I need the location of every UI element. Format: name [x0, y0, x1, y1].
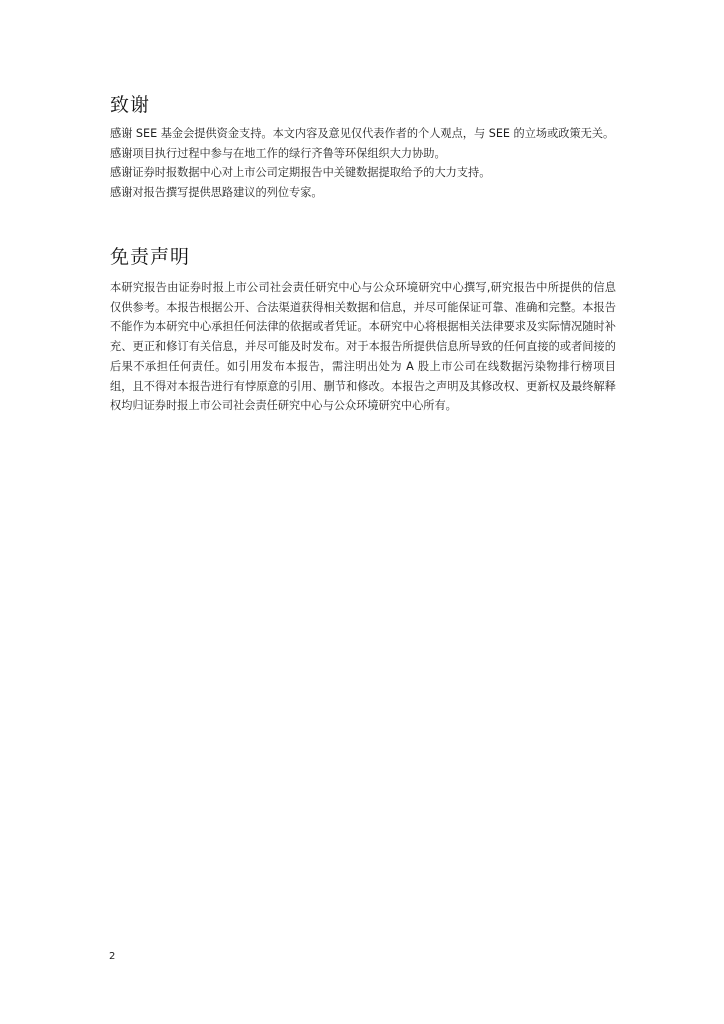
disclaimer-heading: 免责声明: [110, 246, 191, 268]
disclaimer-body: 本研究报告由证券时报上市公司社会责任研究中心与公众环境研究中心撰写,研究报告中所提供的信息仅供参考。本报告根据公开、合法渠道获得相关数据和信息，并尽可能保证可靠、准确和完整。本报告不能作为本研究中心承担任何法律的依据或者凭证。本研究中心将根据相关法律要求及实际情况随时补充、更正和修订有关信息，并尽可能及时发布。对于本报告所提供信息所导致的任何直接的或者间接的后果不承担任何责任。如引用发布本报告，需注明出处为 A 股上市公司在线数据污染物排行榜项目组，且不得对本报告进行有悖原意的引用、删节和修改。本报告之声明及其修改权、更新权及最终解释权均归证券时报上市公司社会责任研究中心与公众环境研究中心所有。: [110, 281, 616, 413]
page-number: 2: [109, 951, 116, 962]
acknowledgement-heading: 致谢: [110, 94, 151, 116]
disclaimer-section: [110, 244, 616, 416]
acknowledgement-line: 感谢证券时报数据中心对上市公司定期报告中关键数据提取给予的大力支持。: [110, 166, 491, 180]
acknowledgement-line: 感谢 SEE 基金会提供资金支持。本文内容及意见仅代表作者的个人观点，与 SEE 的立场或政策无关。: [110, 127, 615, 140]
acknowledgement-line: 感谢对报告撰写提供思路建议的列位专家。: [110, 185, 323, 199]
acknowledgement-section: [110, 92, 616, 202]
acknowledgement-line: 感谢项目执行过程中参与在地工作的绿行齐鲁等环保组织大力协助。: [110, 146, 446, 160]
